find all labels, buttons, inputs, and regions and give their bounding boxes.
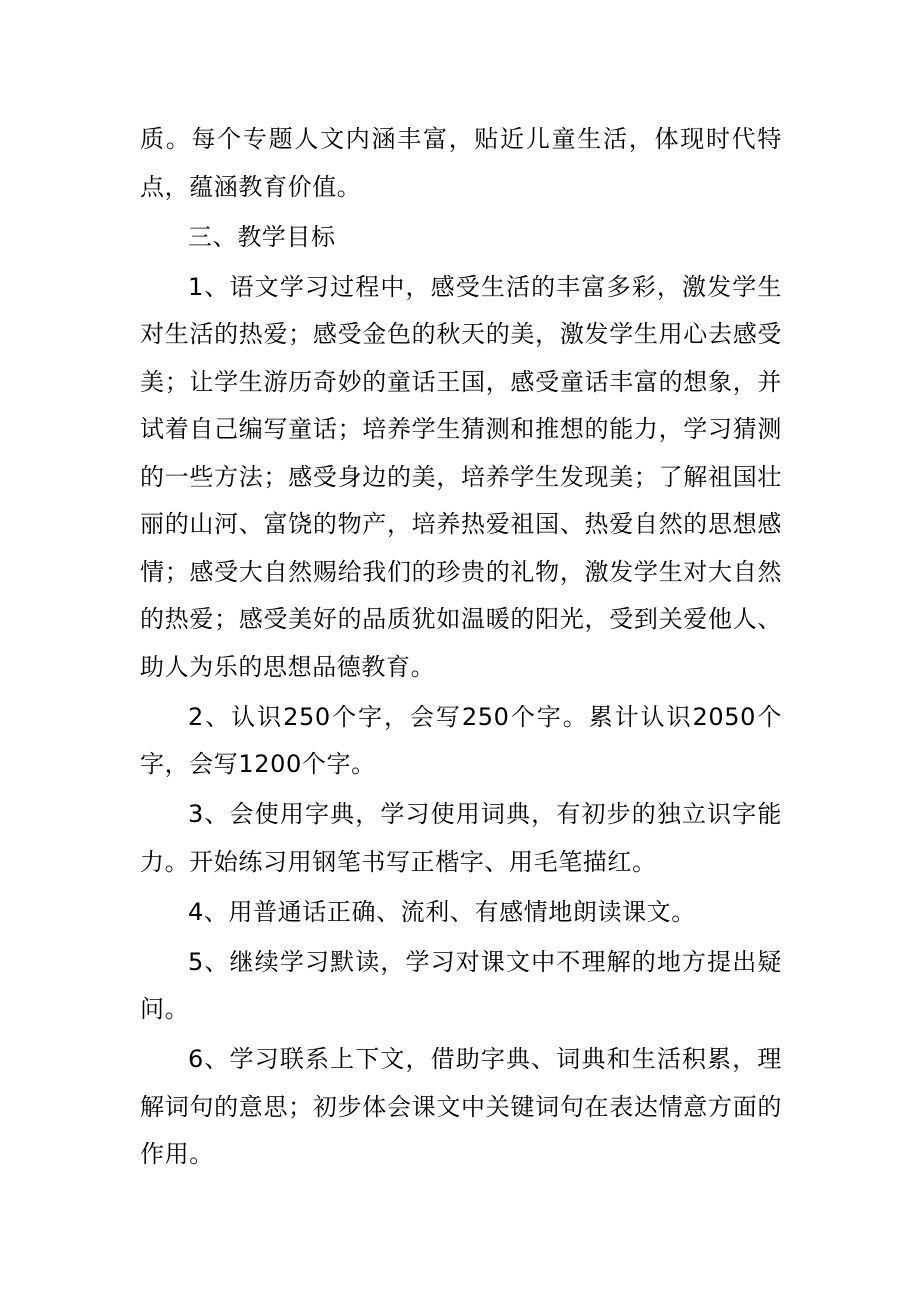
- goal-paragraph-6: 6、学习联系上下文，借助字典、词典和生活积累，理解词句的意思；初步体会课文中关键词句在表达情意方面的作用。: [140, 1045, 782, 1168]
- goal-paragraph-4: 4、用普通话正确、流利、有感情地朗读课文。: [188, 897, 696, 926]
- goal-paragraph-5: 5、继续学习默读，学习对课文中不理解的地方提出疑问。: [140, 947, 782, 1023]
- goal-paragraph-3: 3、会使用字典，学习使用词典，有初步的独立识字能力。开始练习用钢笔书写正楷字、用毛笔描红。: [140, 800, 782, 876]
- goal-paragraph-2: 2、认识250个字，会写250个字。累计认识2050个字，会写1200个字。: [140, 702, 782, 778]
- document-body: [140, 116, 782, 1179]
- paragraph-continuation: 质。每个专题人文内涵丰富，贴近儿童生活，体现时代特点，蕴涵教育价值。: [140, 125, 782, 201]
- goal-paragraph-1: 1、语文学习过程中，感受生活的丰富多彩，激发学生对生活的热爱；感受金色的秋天的美，激发学生用心去感受美；让学生游历奇妙的童话王国，感受童话丰富的想象，并试着自己编写童话；培养学生猜测和推想的能力，学习猜测的一些方法；感受身边的美，培养学生发现美；了解祖国壮丽的山河、富饶的物产，培养热爱祖国、热爱自然的思想感情；感受大自然赐给我们的珍贵的礼物，激发学生对大自然的热爱；感受美好的品质犹如温暖的阳光，受到关爱他人、助人为乐的思想品德教育。: [140, 272, 782, 681]
- section-heading: 三、教学目标: [188, 222, 336, 251]
